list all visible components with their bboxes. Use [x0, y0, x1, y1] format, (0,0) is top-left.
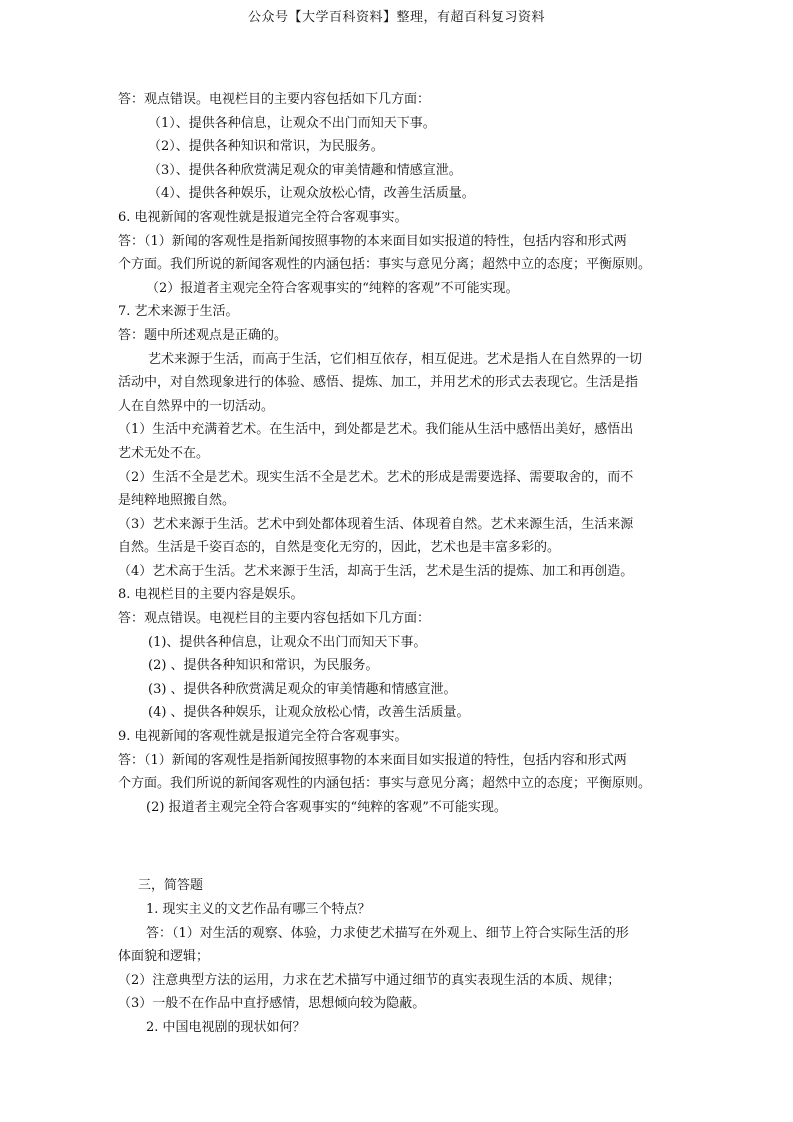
text-line: 三，简答题	[138, 878, 204, 894]
text-line: 6. 电视新闻的客观性就是报道完全符合客观事实。	[118, 209, 408, 225]
text-line: 9. 电视新闻的客观性就是报道完全符合客观事实。	[118, 729, 408, 745]
text-line: （4）、提供各种娱乐，让观众放松心情，改善生活质量。	[148, 186, 475, 202]
text-line: (4) 、提供各种娱乐，让观众放松心情，改善生活质量。	[148, 705, 470, 721]
text-line: 答：观点错误。电视栏目的主要内容包括如下几方面：	[118, 92, 431, 107]
document-body	[118, 88, 686, 1040]
text-line: （2）报道者主观完全符合客观事实的“纯粹的客观”不可能实现。	[146, 280, 519, 296]
text-line: 体面貌和逻辑；	[118, 949, 210, 965]
text-line: 自然。生活是千姿百态的，自然是变化无穷的，因此，艺术也是丰富多彩的。	[118, 540, 561, 556]
text-line: 答：（1）新闻的客观性是指新闻按照事物的本来面目如实报道的特性，包括内容和形式两	[118, 233, 627, 249]
text-line: （3）艺术来源于生活。艺术中到处都体现着生活、体现着自然。艺术来源生活，生活来源	[118, 516, 634, 532]
text-line: 答：题中所述观点是正确的。	[118, 327, 288, 343]
text-line: (2) 报道者主观完全符合客观事实的“纯粹的客观”不可能实现。	[146, 799, 507, 815]
text-line: 8. 电视栏目的主要内容是娱乐。	[118, 587, 304, 603]
text-line: 艺术无处不在。	[118, 445, 210, 461]
text-line: （2）注意典型方法的运用，力求在艺术描写中通过细节的真实表现生活的本质、规律；	[118, 972, 621, 988]
text-line: （1）、提供各种信息，让观众不出门而知天下事。	[148, 115, 436, 131]
text-line: 1. 现实主义的文艺作品有哪三个特点？	[146, 902, 371, 917]
text-line: (1)、提供各种信息，让观众不出门而知天下事。	[148, 634, 427, 650]
text-line: 7. 艺术来源于生活。	[118, 304, 239, 320]
text-line: 个方面。我们所说的新闻客观性的内涵包括：事实与意见分离；超然中立的态度；平衡原则。	[118, 776, 652, 792]
text-line: （2）生活不全是艺术。现实生活不全是艺术。艺术的形成是需要选择、需要取舍的，而不	[118, 469, 634, 485]
text-line: （3）一般不在作品中直抒感情，思想倾向较为隐蔽。	[118, 996, 426, 1012]
text-line: 答：观点错误。电视栏目的主要内容包括如下几方面：	[118, 611, 431, 627]
text-line: 是纯粹地照搬自然。	[118, 493, 236, 509]
text-line: 人在自然界中的一切活动。	[118, 398, 275, 414]
blank-line	[118, 835, 686, 858]
page-header: 公众号【大学百科资料】整理，有超百科复习资料	[247, 10, 545, 25]
text-line: (2) 、提供各种知识和常识，为民服务。	[148, 658, 379, 674]
text-line: 2. 中国电视剧的现状如何？	[146, 1019, 306, 1035]
text-line: （2）、提供各种知识和常识，为民服务。	[148, 139, 384, 155]
text-line: (3) 、提供各种欣赏满足观众的审美情趣和情感宣泄。	[148, 681, 457, 697]
text-line: 个方面。我们所说的新闻客观性的内涵包括：事实与意见分离；超然中立的态度；平衡原则。	[118, 257, 652, 273]
text-line: 活动中，对自然现象进行的体验、感悟、提炼、加工，并用艺术的形式去表现它。生活是指	[118, 375, 639, 391]
text-line: 艺术来源于生活，而高于生活，它们相互依存，相互促进。艺术是指人在自然界的一切	[148, 351, 643, 367]
text-line: （4）艺术高于生活。艺术来源于生活，却高于生活，艺术是生活的提炼、加工和再创造。	[118, 563, 634, 579]
text-line: 答：（1）对生活的观察、体验，力求使艺术描写在外观上、细节上符合实际生活的形	[146, 925, 629, 941]
text-line: （3）、提供各种欣赏满足观众的审美情趣和情感宣泄。	[148, 162, 462, 178]
text-line: 答：（1）新闻的客观性是指新闻按照事物的本来面目如实报道的特性，包括内容和形式两	[118, 752, 627, 768]
text-line: （1）生活中充满着艺术。在生活中，到处都是艺术。我们能从生活中感悟出美好，感悟出	[118, 422, 634, 438]
